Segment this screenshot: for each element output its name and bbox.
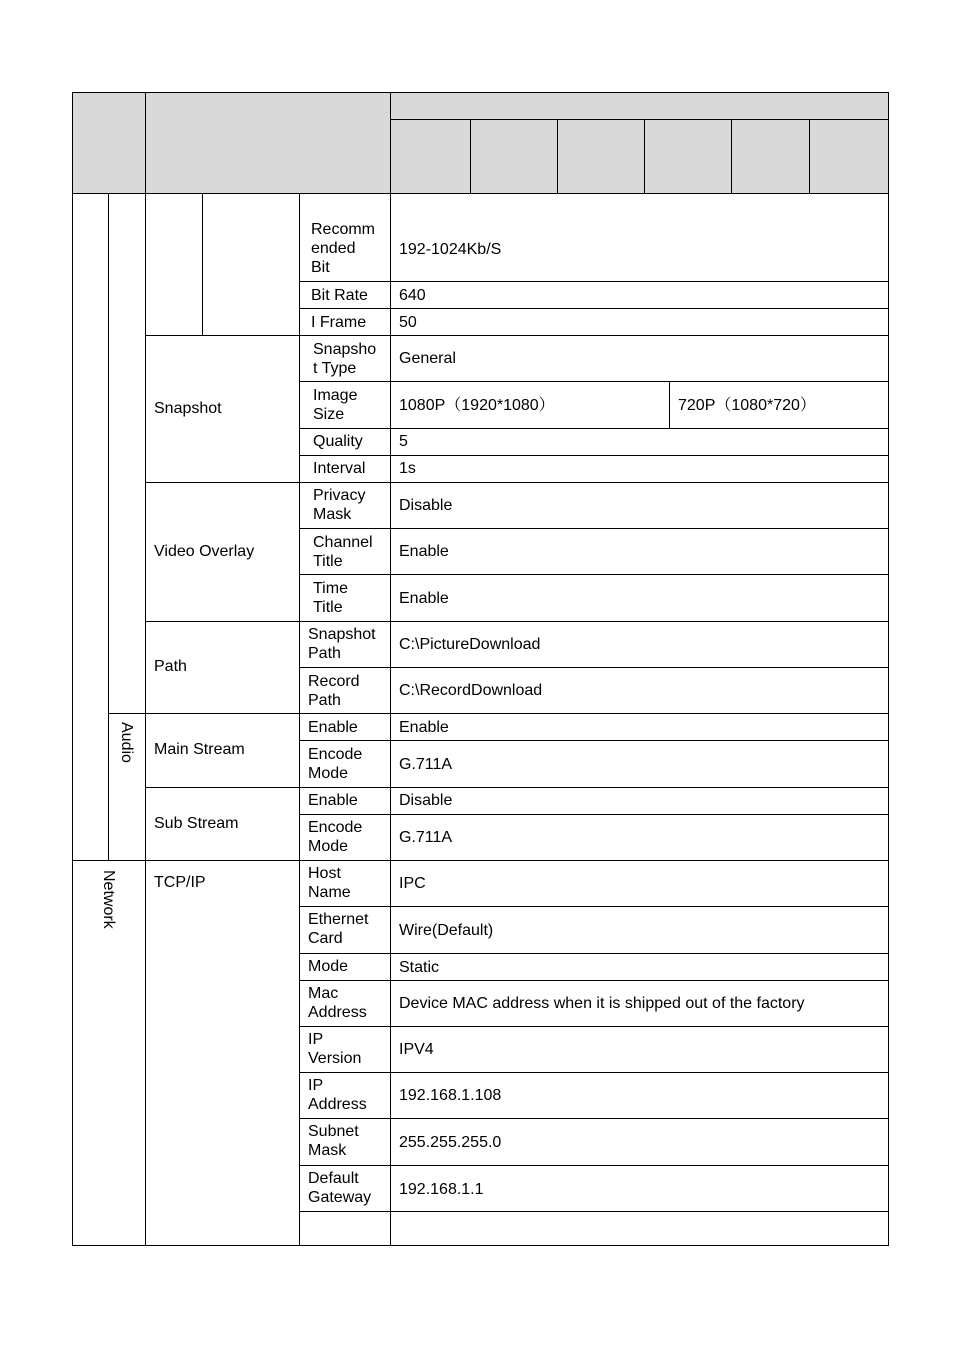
network-row-value: 255.255.255.0 (399, 1134, 502, 1151)
network-section-label: Network (100, 870, 117, 929)
network-row-label: Mac Address (308, 985, 367, 1021)
header-col-2 (145, 92, 391, 194)
snapshot-type-value-cell (390, 335, 889, 382)
channel-title-label: Channel Title (313, 534, 373, 570)
quality-value: 5 (399, 433, 408, 450)
header-sub-2 (470, 119, 558, 194)
network-row-value-cell (390, 953, 889, 981)
main-enable-value: Enable (399, 719, 449, 736)
channel-title-value-cell (390, 528, 889, 575)
record-path-value: C:\RecordDownload (399, 682, 543, 699)
image-size-value-1: 1080P（1920*1080） (399, 397, 555, 414)
header-sub-4 (644, 119, 732, 194)
network-row-label: Host Name (308, 865, 351, 901)
network-row-value: Device MAC address when it is shipped out of the factory (399, 995, 805, 1012)
bit-rate-label: Bit Rate (311, 287, 368, 304)
time-title-label: Time Title (313, 580, 348, 616)
main-stream-group-label: Main Stream (154, 741, 245, 758)
sub-encode-value-cell (390, 814, 889, 861)
network-row-value: 192.168.1.1 (399, 1181, 484, 1198)
privacy-mask-value: Disable (399, 497, 453, 514)
tcpip-group-cell (145, 860, 300, 1246)
header-col-3-top (390, 92, 889, 120)
time-title-value-cell (390, 574, 889, 622)
tcpip-group-label: TCP/IP (154, 874, 206, 891)
network-row-value: 192.168.1.108 (399, 1087, 502, 1104)
network-row-value: Wire(Default) (399, 922, 494, 939)
interval-value-cell (390, 455, 889, 483)
snapshot-group-label: Snapshot (154, 400, 222, 417)
i-frame-value-cell (390, 308, 889, 336)
i-frame-value: 50 (399, 314, 417, 331)
main-enable-label: Enable (308, 719, 358, 736)
privacy-mask-value-cell (390, 482, 889, 529)
main-encode-label: Encode Mode (308, 746, 363, 782)
network-row-label: Ethernet Card (308, 911, 369, 947)
header-sub-1 (390, 119, 471, 194)
recommended-bit-value: 192-1024Kb/S (399, 241, 502, 258)
bitrate-group-b (202, 193, 300, 336)
network-row-value: IPC (399, 875, 426, 892)
channel-title-value: Enable (399, 543, 449, 560)
header-col-1 (72, 92, 146, 194)
audio-section-label: Audio (118, 722, 135, 763)
sub-enable-value-cell (390, 787, 889, 815)
section-col-setting (72, 193, 109, 861)
recommended-bit-label: Recomm ended Bit (311, 221, 376, 276)
network-empty-value-cell (390, 1211, 889, 1246)
network-row-label: IP Version (308, 1031, 362, 1067)
snapshot-type-value: General (399, 350, 456, 367)
time-title-value: Enable (399, 590, 449, 607)
header-sub-6 (809, 119, 889, 194)
privacy-mask-label: Privacy Mask (313, 487, 366, 523)
network-row-label: Mode (308, 958, 349, 975)
sub-enable-label: Enable (308, 792, 358, 809)
sub-enable-value: Disable (399, 792, 453, 809)
i-frame-label: I Frame (311, 314, 367, 331)
snapshot-path-label: Snapshot Path (308, 626, 376, 662)
image-size-value-2: 720P（1080*720） (678, 397, 816, 414)
main-encode-value: G.711A (399, 756, 453, 773)
snapshot-type-label: Snapsho t Type (313, 341, 377, 377)
snapshot-path-value: C:\PictureDownload (399, 636, 541, 653)
section-col-video (108, 193, 146, 714)
interval-label: Interval (313, 460, 366, 477)
bitrate-group-a (145, 193, 203, 336)
main-enable-value-cell (390, 713, 889, 741)
quality-value-cell (390, 428, 889, 456)
interval-value: 1s (399, 460, 416, 477)
recommended-bit-value-cell (390, 193, 889, 282)
bit-rate-value-cell (390, 281, 889, 309)
main-encode-value-cell (390, 740, 889, 788)
header-sub-5 (731, 119, 810, 194)
network-row-label: Default Gateway (308, 1170, 372, 1206)
network-empty-label-cell (299, 1211, 391, 1246)
overlay-group-label: Video Overlay (154, 543, 255, 560)
quality-label: Quality (313, 433, 363, 450)
network-row-value: IPV4 (399, 1041, 434, 1058)
sub-encode-label: Encode Mode (308, 819, 363, 855)
image-size-label: Image Size (313, 387, 358, 423)
path-group-label: Path (154, 658, 187, 675)
header-sub-3 (557, 119, 645, 194)
bit-rate-value: 640 (399, 287, 426, 304)
network-row-value-cell (390, 860, 889, 907)
network-row-value-cell (390, 1026, 889, 1073)
network-row-label: IP Address (308, 1077, 367, 1113)
record-path-label: Record Path (308, 673, 360, 709)
sub-stream-group-label: Sub Stream (154, 815, 239, 832)
network-row-value: Static (399, 959, 440, 976)
network-row-label: Subnet Mask (308, 1123, 359, 1159)
sub-encode-value: G.711A (399, 829, 453, 846)
